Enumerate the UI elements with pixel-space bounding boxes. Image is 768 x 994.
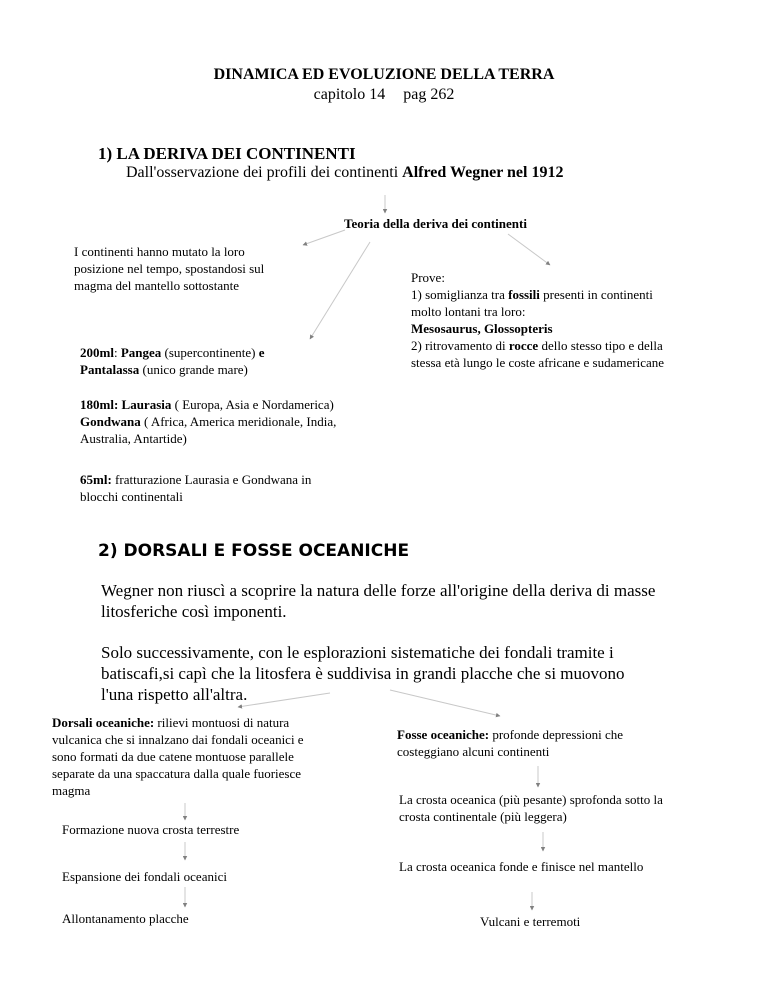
proof1-fossili: fossili (508, 287, 540, 302)
arrow-theory-to-proofs (508, 234, 550, 265)
timeline-200 (80, 344, 320, 378)
arrow-theory-to-timeline (310, 242, 370, 339)
page-title: DINAMICA ED EVOLUZIONE DELLA TERRA (213, 66, 555, 83)
timeline-180 (80, 396, 340, 447)
t65-label: 65ml: (80, 472, 112, 487)
right-chain-2: La crosta oceanica fonde e finisce nel mantello (399, 859, 644, 874)
proofs-title: Prove: (411, 270, 445, 285)
proof2-rocce: rocce (508, 338, 539, 353)
dorsali-title: Dorsali oceaniche: (52, 715, 155, 730)
t180-desc: ( Europa, Asia e Nordamerica) (171, 397, 334, 412)
proof1-b: presenti in continenti molto lontani tra loro: (411, 287, 653, 319)
section2-para1: Wegner non riuscì a scoprire la natura delle forze all'origine della deriva di masse litosferiche così imponenti. (101, 581, 656, 621)
t200-sep: : (113, 345, 121, 360)
section1-intro (126, 164, 563, 182)
chapter-line (0, 86, 768, 104)
t200-desc: (supercontinente) (161, 345, 259, 360)
fosse-title: Fosse oceaniche: (397, 727, 490, 742)
left-chain-2: Espansione dei fondali oceanici (62, 869, 227, 884)
left-chain-1: Formazione nuova crosta terrestre (62, 822, 240, 837)
proof-2 (411, 337, 683, 371)
intro-author: Alfred Wegner nel 1912 (402, 164, 564, 181)
timeline-65 (80, 471, 350, 505)
section2-heading: 2) DORSALI E FOSSE OCEANICHE (98, 541, 410, 561)
intro-text: Dall'osservazione dei profili dei continenti (126, 164, 403, 181)
t200-label: 200ml (80, 345, 114, 360)
t200-pantalassa: Pantalassa (80, 362, 140, 377)
t65-desc: fratturazione Laurasia e Gondwana in blocchi continentali (80, 472, 312, 504)
dorsali-desc: rilievi montuosi di natura vulcanica che si innalzano dai fondali oceanici e sono formati da due catene montuose parallele separate da una spaccatura dalla quale fuoriesce magma (52, 715, 304, 798)
proofs-box (411, 269, 683, 371)
t200-desc2: (unico grande mare) (139, 362, 248, 377)
t180-label: 180ml: Laurasia (80, 397, 172, 412)
proof-1 (411, 286, 683, 320)
arrow-theory-to-left (303, 230, 345, 245)
section1-heading: 1) LA DERIVA DEI CONTINENTI (98, 144, 356, 163)
t200-e: e (258, 345, 265, 360)
theory-label: Teoria della deriva dei continenti (344, 216, 527, 231)
chapter-label: capitolo 14 (313, 86, 386, 103)
fosse-desc: profonde depressioni che costeggiano alcuni continenti (397, 727, 623, 759)
page-ref: pag 262 (403, 86, 455, 103)
right-chain-3: Vulcani e terremoti (480, 914, 581, 929)
proof1-a: 1) somiglianza tra (411, 287, 509, 302)
right-chain-1: La crosta oceanica (più pesante) sprofonda sotto la crosta continentale (più leggera) (399, 792, 663, 824)
proof2-a: 2) ritrovamento di (411, 338, 509, 353)
t180-gondwana: Gondwana (80, 414, 141, 429)
proof-1-species: Mesosaurus, Glossopteris (411, 321, 553, 336)
left-box-text: I continenti hanno mutato la loro posizione nel tempo, spostandosi sul magma del mantello sottostante (74, 244, 265, 293)
t200-pangea: Pangea (120, 345, 162, 360)
fosse-box (397, 726, 677, 760)
left-chain-3: Allontanamento placche (62, 911, 189, 926)
proof2-b: dello stesso tipo e della stessa età lungo le coste africane e sudamericane (411, 338, 665, 370)
section2-para2: Solo successivamente, con le esplorazioni sistematiche dei fondali tramite i batiscafi,si capì che la litosfera è suddivisa in grandi placche che si muovono l'una rispetto all'altra. (101, 643, 625, 704)
t180-desc2: ( Africa, America meridionale, India, Australia, Antartide) (80, 414, 337, 446)
dorsali-box (52, 714, 310, 799)
